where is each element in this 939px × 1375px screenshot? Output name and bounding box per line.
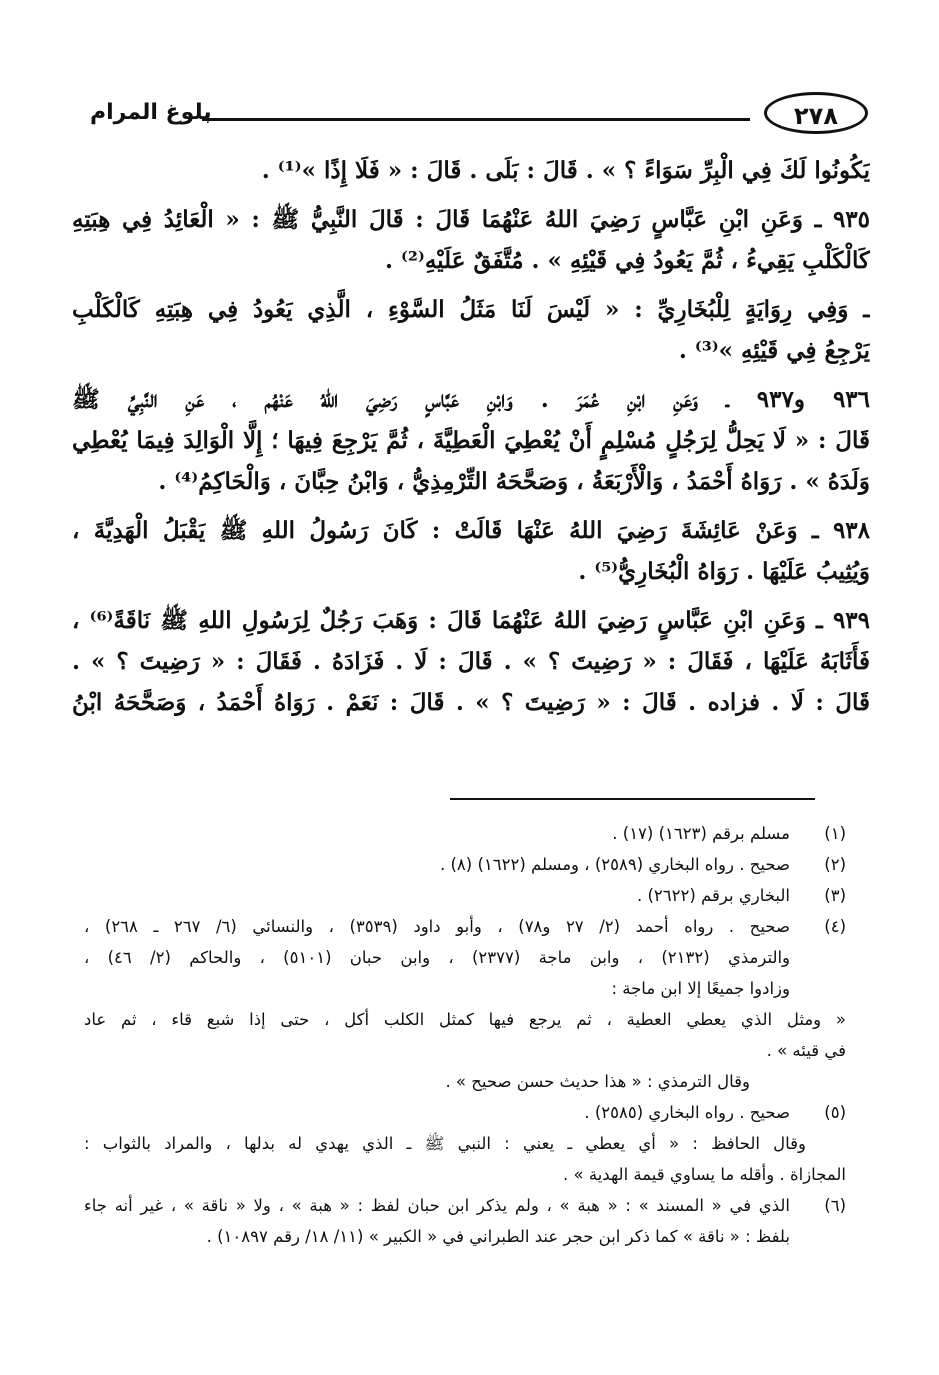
footnote-line: البخاري برقم (٢٦٢٢) .	[636, 886, 790, 905]
footnote-text	[84, 849, 790, 880]
footnote-line: صحيح . رواه البخاري (٢٥٨٥) .	[584, 1103, 790, 1122]
text-line: قَالَ : لَا . فزاده . قَالَ : « رَضِيتَ ؟ » . قَالَ : نَعَمْ . رَوَاهُ أَحْمَدُ ، وَصَحَّحَهُ ابْنُ	[72, 689, 870, 716]
paragraph-gap	[72, 191, 870, 199]
paragraph-gap	[72, 502, 870, 510]
footnote-number: (١)	[824, 824, 846, 843]
text-line: ٩٣٨ ـ وَعَنْ عَائِشَةَ رَضِيَ اللهُ عَنْهَا قَالَتْ : كَانَ رَسُولُ اللهِ ﷺ يَقْبَلُ الْهَدِيَّةَ ،	[72, 517, 870, 544]
text-line: ـ وَفِي رِوَايَةٍ لِلْبُخَارِيِّ : « لَيْسَ لَنَا مَثَلُ السَّوْءِ ، الَّذِي يَعُودُ فِي هِبَتِهِ كَالْكَلْبِ	[72, 296, 870, 323]
footnote	[84, 849, 846, 880]
footnote-line: بلفظ : « ناقة » كما ذكر ابن حجر عند الطبراني في « الكبير » (١١/ ١٨/ رقم ١٠٨٩٧) .	[206, 1227, 790, 1246]
footnote-line: « ومثل الذي يعطي العطية ، ثم يرجع فيها كمثل الكلب أكل ، حتى إذا شبع قاء ، ثم عاد	[84, 1010, 846, 1029]
footnote	[84, 911, 846, 1097]
footnote	[84, 1190, 846, 1252]
footnote-line: مسلم برقم (١٦٢٣) (١٧) .	[612, 824, 790, 843]
footnote-line: الذي في « المسند » : « هبة » ، ولم يذكر ابن حبان لفظ : « هبة » ، ولا « ناقة » ، غير أنه جاء	[84, 1196, 790, 1215]
text-line: ٩٣٥ ـ وَعَنِ ابْنِ عَبَّاسٍ رَضِيَ اللهُ عَنْهُمَا قَالَ : قَالَ النَّبِيُّ ﷺ : « الْعَائِدُ فِي هِبَتِهِ	[72, 206, 870, 233]
footnote-line: صحيح . رواه البخاري (٢٥٨٩) ، ومسلم (١٦٢٢) (٨) .	[439, 855, 790, 874]
text-line: يَكُونُوا لَكَ فِي الْبِرِّ سَوَاءً ؟ » . قَالَ : بَلَى . قَالَ : « فَلَا إِذًا »⁽¹⁾ .	[261, 157, 870, 184]
footnote-text	[84, 911, 846, 1097]
text-line: قَالَ : « لَا يَحِلُّ لِرَجُلٍ مُسْلِمٍ أَنْ يُعْطِيَ الْعَطِيَّةَ ، ثُمَّ يَرْجِعَ فِيهَا ؛ إِلَّا الْوَالِدَ فِيمَا يُعْطِي	[72, 427, 870, 454]
paragraph-gap	[72, 281, 870, 289]
footnote-number: (٦)	[824, 1196, 846, 1215]
footnote-number: (٣)	[824, 886, 846, 905]
footnote-number: (٥)	[824, 1103, 846, 1122]
footnote-line: وقال الترمذي : « هذا حديث حسن صحيح » .	[445, 1072, 750, 1091]
footnote-line: وقال الحافظ : « أي يعطي ـ يعني : النبي ﷺ ـ الذي يهدي له بدلها ، والمراد بالثواب :	[84, 1134, 806, 1153]
footnote-line: والترمذي (٢١٣٢) ، وابن ماجة (٢٣٧٧) ، وابن حبان (٥١٠١) ، والحاكم (٢/ ٤٦) ،	[84, 948, 790, 967]
page-header	[60, 82, 880, 142]
footnote-number: (٢)	[824, 855, 846, 874]
footnotes	[84, 818, 846, 1252]
footnote-text	[84, 880, 790, 911]
page-number: ٢٧٨	[764, 92, 868, 134]
footnote-text	[84, 1097, 790, 1128]
footnote	[84, 818, 846, 849]
footnote-text	[84, 818, 790, 849]
text-line: ٩٣٩ ـ وَعَنِ ابْنِ عَبَّاسٍ رَضِيَ اللهُ عَنْهُمَا قَالَ : وَهَبَ رَجُلٌ لِرَسُولِ اللهِ ﷺ نَاقَةً⁽⁶⁾ ،	[72, 607, 870, 634]
footnote-quote	[84, 1004, 846, 1066]
footnote-line: المجازاة . وأقله ما يساوي قيمة الهدية » .	[563, 1165, 846, 1184]
footnote-separator	[450, 798, 815, 800]
footnote	[84, 1097, 846, 1128]
hadith-text	[72, 150, 870, 723]
header-rule	[202, 118, 750, 121]
footnote-line: وزادوا جميعًا إلا ابن ماجة :	[611, 979, 790, 998]
footnote	[84, 880, 846, 911]
text-line: ٩٣٦ و٩٣٧ ـ وَعَنِ ابْنِ عُمَرَ . وَابْنِ عَبَّاسٍ رَضِيَ اللهُ عَنْهُم ، عَنِ النَّبِيِّ ﷺ	[72, 386, 870, 413]
paragraph-gap	[72, 592, 870, 600]
book-title: بلوغ المرام	[90, 100, 212, 125]
footnote-text	[84, 1190, 790, 1252]
text-line: وَلَدَهُ » . رَوَاهُ أَحْمَدُ ، وَالْأَرْبَعَةُ ، وَصَحَّحَهُ التِّرْمِذِيُّ ، وَابْنُ حِبَّانَ ، وَالْحَاكِمُ⁽⁴⁾ .	[158, 468, 870, 495]
text-line: يَرْجِعُ فِي قَيْئِهِ »⁽³⁾ .	[678, 337, 870, 364]
footnote-commentary	[84, 1128, 846, 1190]
footnote-line: في قيئه » .	[766, 1041, 846, 1060]
footnote-line: صحيح . رواه أحمد (٢/ ٢٧ و٧٨) ، وأبو داود (٣٥٣٩) ، والنسائي (٦/ ٢٦٧ ـ ٢٦٨) ،	[84, 917, 790, 936]
footnote-number: (٤)	[824, 917, 846, 936]
text-line: وَيُثِيبُ عَلَيْهَا . رَوَاهُ الْبُخَارِيُّ⁽⁵⁾ .	[578, 558, 870, 585]
text-line: كَالْكَلْبِ يَقِيءُ ، ثُمَّ يَعُودُ فِي قَيْئِهِ » . مُتَّفَقٌ عَلَيْهِ⁽²⁾ .	[385, 247, 870, 274]
paragraph-gap	[72, 371, 870, 379]
text-line: فَأَثَابَهُ عَلَيْهَا ، فَقَالَ : « رَضِيتَ ؟ » . قَالَ : لَا . فَزَادَهُ . فَقَالَ : « رَضِيتَ ؟ » .	[72, 648, 870, 675]
